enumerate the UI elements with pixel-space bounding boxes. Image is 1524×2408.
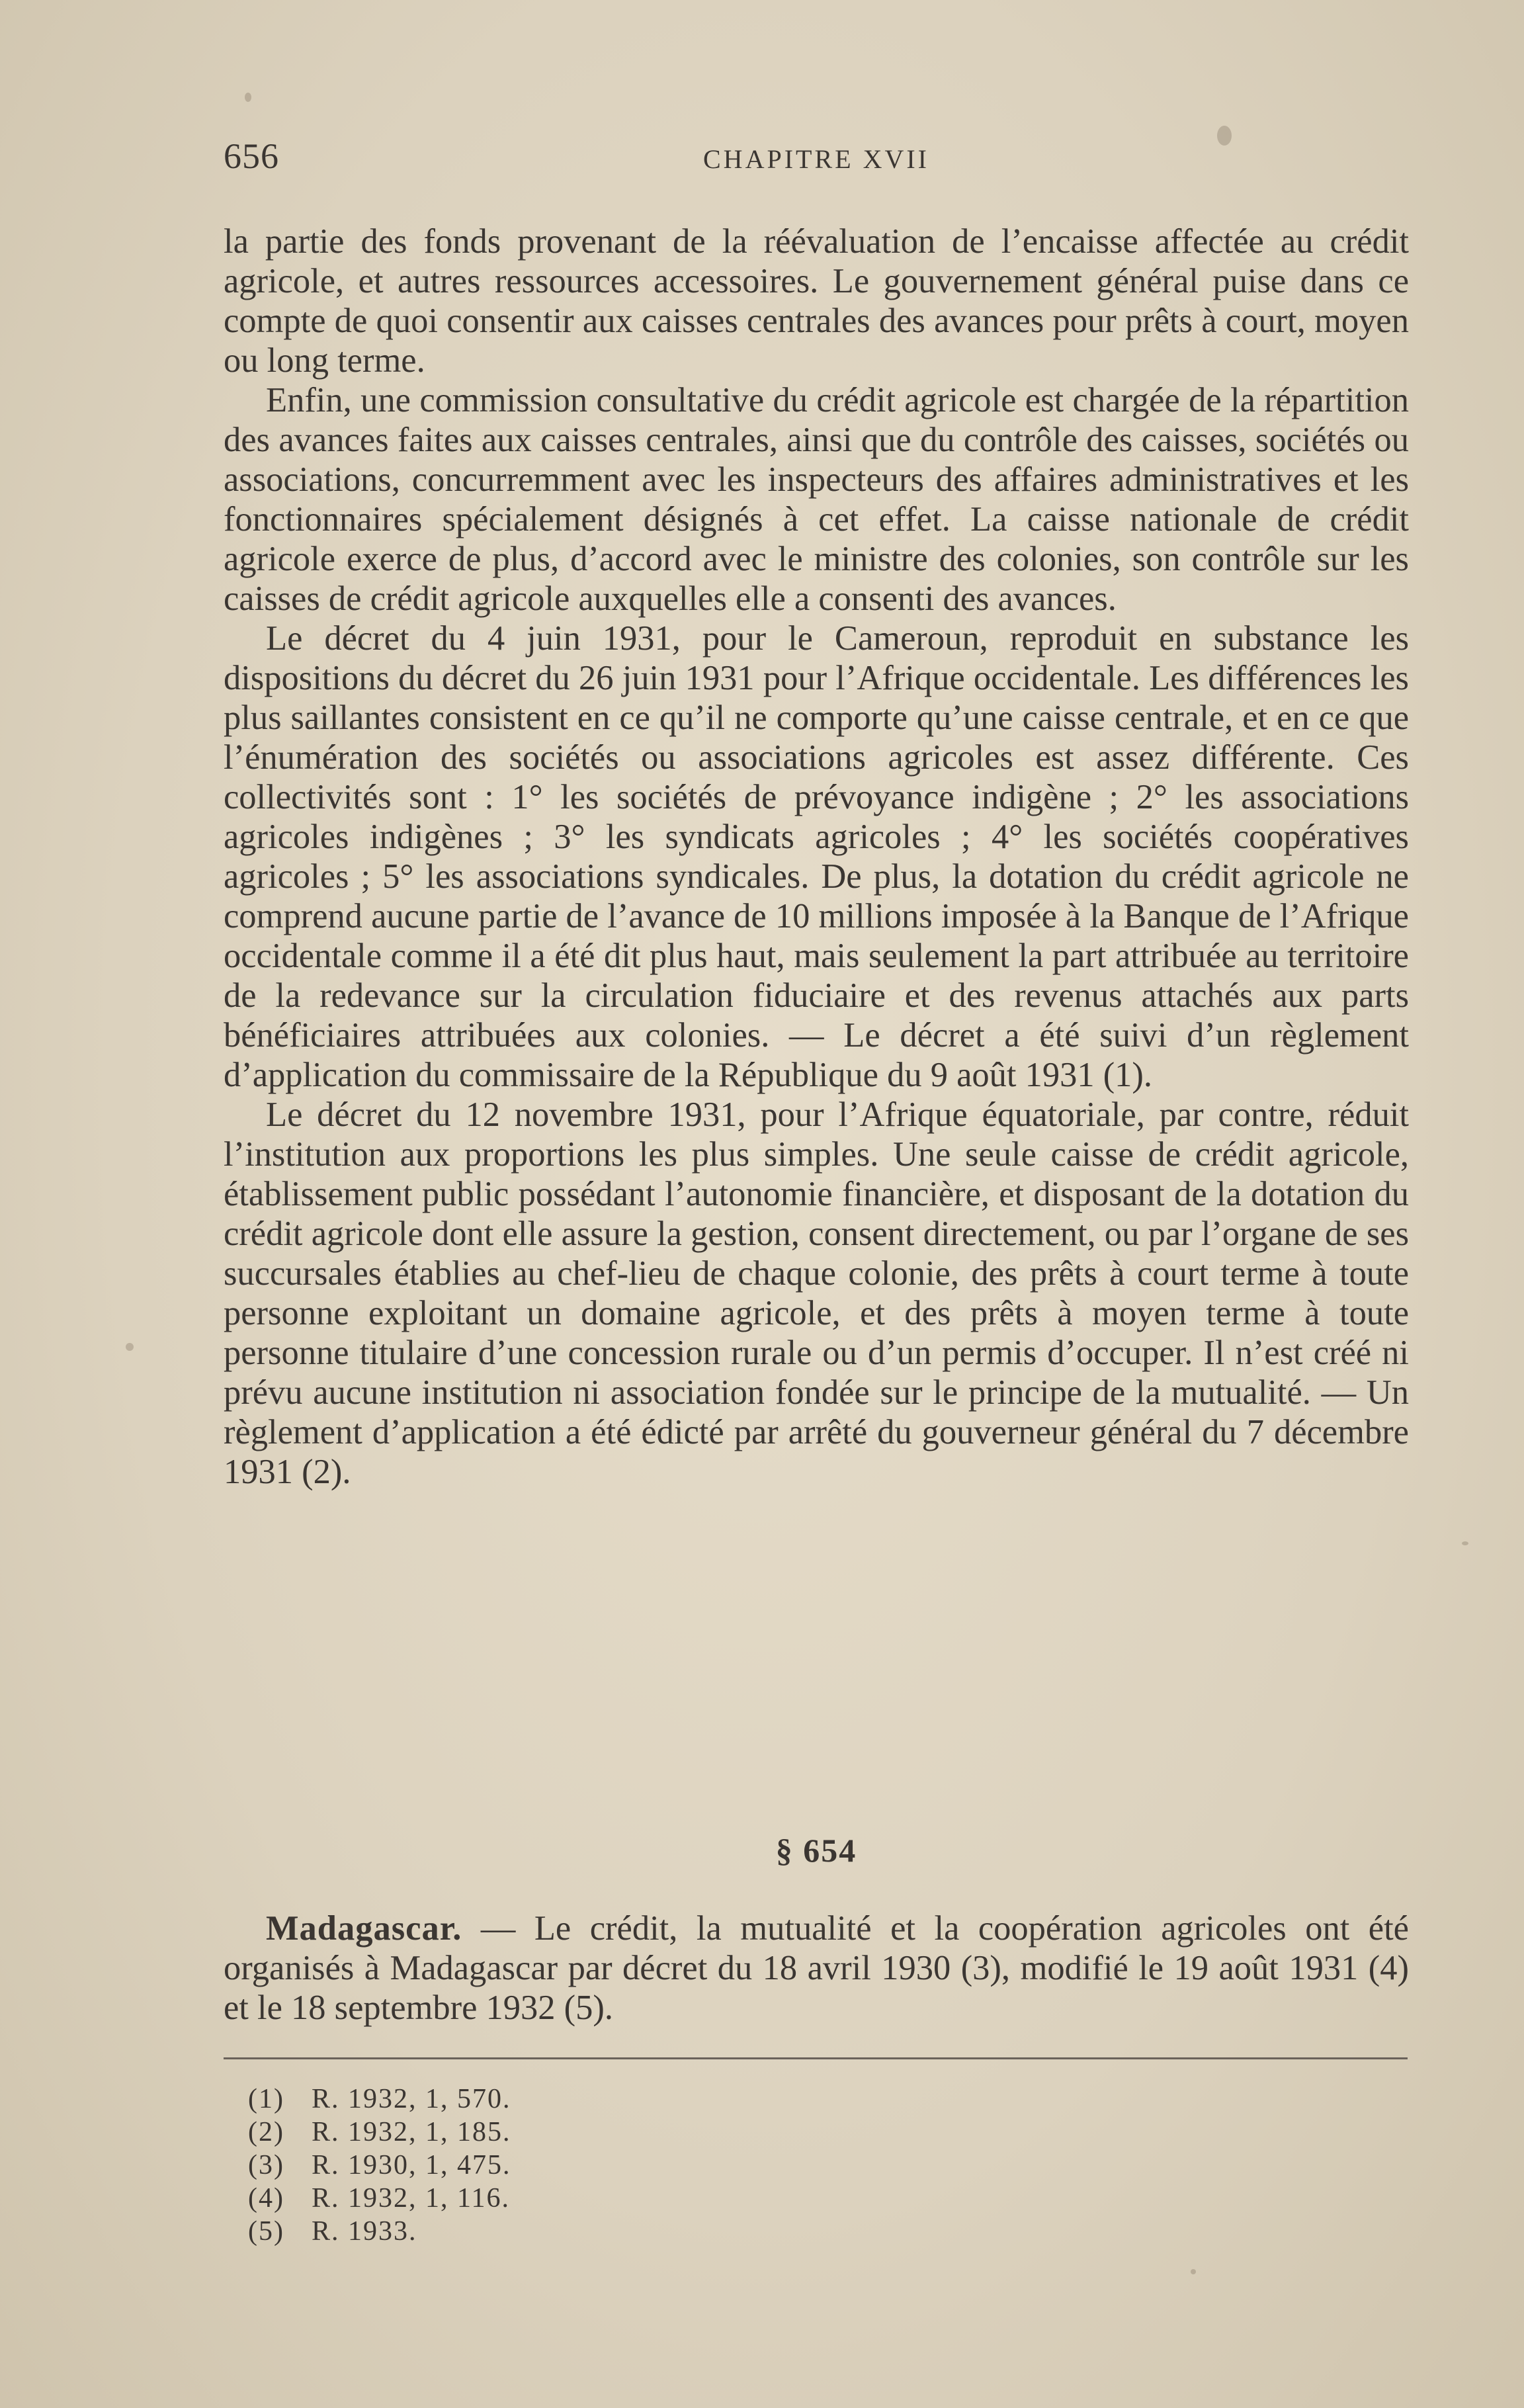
footnote bbox=[248, 2149, 910, 2182]
footnote-mark: (3) bbox=[248, 2150, 284, 2180]
chapter-title: CHAPITRE XVII bbox=[703, 144, 929, 174]
footnote-text: R. 1932, 1, 185. bbox=[312, 2117, 511, 2147]
footnote bbox=[248, 2215, 910, 2248]
paragraph: la partie des fonds provenant de la réévaluation de l’encaisse affectée au crédit agricole, et autres ressources accessoires. Le gouvernement général puise dans ce compte de quoi consentir aux caisses centrales des avances pour prêts à court, moyen ou long terme. bbox=[224, 222, 1409, 380]
footnote-mark: (5) bbox=[248, 2216, 284, 2247]
footnote-text: R. 1930, 1, 475. bbox=[312, 2150, 511, 2180]
footnotes bbox=[248, 2083, 910, 2248]
page-number: 656 bbox=[224, 136, 279, 176]
paragraph: Le décret du 4 juin 1931, pour le Cameroun, reproduit en substance les dispositions du décret du 26 juin 1931 pour l’Afrique occidentale. Les différences les plus saillantes consistent en ce qu’il ne comporte qu’une caisse centrale, et en ce que l’énumération des sociétés ou associations agricoles est assez différente. Ces collectivités sont : 1° les sociétés de prévoyance indigène ; 2° les associations agricoles indigènes ; 3° les syndicats agricoles ; 4° les sociétés coopératives agricoles ; 5° les associations syndicales. De plus, la dotation du crédit agricole ne comprend aucune partie de l’avance de 10 millions imposée à la Banque de l’Afrique occidentale comme il a été dit plus haut, mais seulement la part attribuée au territoire de la redevance sur la circulation fiduciaire et des revenus attachés aux parts bénéficiaires attribuées aux colonies. — Le décret a été suivi d’un règlement d’application du commissaire de la République du 9 août 1931 (1). bbox=[224, 619, 1409, 1094]
paragraph: Le décret du 12 novembre 1931, pour l’Afrique équatoriale, par contre, réduit l’institution aux proportions les plus simples. Une seule caisse de crédit agricole, établissement public possédant l’autonomie financière, et disposant de la dotation du crédit agricole dont elle assure la gestion, consent directement, ou par l’organe de ses succursales établies au chef-lieu de chaque colonie, des prêts à court terme à toute personne exploitant un domaine agricole, et des prêts à moyen terme à toute personne titulaire d’une concession rurale ou d’un permis d’occuper. Il n’est créé ni prévu aucune institution ni association fondée sur le principe de la mutualité. — Un règlement d’application a été édicté par arrêté du gouverneur général du 7 décembre 1931 (2). bbox=[224, 1096, 1409, 1491]
footnote-mark: (1) bbox=[248, 2084, 284, 2114]
paper-speck bbox=[126, 1343, 134, 1351]
section-text bbox=[224, 1909, 1409, 2028]
footnote-mark: (4) bbox=[248, 2183, 284, 2214]
paper-speck bbox=[1191, 2269, 1196, 2274]
footnote bbox=[248, 2083, 910, 2116]
main-text bbox=[224, 222, 1409, 1492]
footnote bbox=[248, 2182, 910, 2215]
paper-speck bbox=[1217, 126, 1232, 146]
paragraph: Enfin, une commission consultative du crédit agricole est chargée de la répartition des avances faites aux caisses centrales, ainsi que du contrôle des caisses, sociétés ou associations, concurremment avec les inspecteurs des affaires administratives et les fonctionnaires spécialement désignés à cet effet. La caisse nationale de crédit agricole exerce de plus, d’accord avec le ministre des colonies, son contrôle sur les caisses de crédit agricole auxquelles elle a consenti des avances. bbox=[224, 381, 1409, 618]
running-head bbox=[224, 136, 1409, 189]
section-heading: § 654 bbox=[775, 1832, 857, 1869]
paragraph-body: — Le crédit, la mutualité et la coopération agricoles ont été organisés à Madagascar par décret du 18 avril 1930 (3), modifié le 19 août 1931 (4) et le 18 septembre 1932 (5). bbox=[224, 1909, 1409, 2027]
footnote bbox=[248, 2116, 910, 2149]
footnote-text: R. 1932, 1, 570. bbox=[312, 2084, 511, 2114]
footnote-mark: (2) bbox=[248, 2117, 284, 2147]
lead-term: Madagascar. bbox=[266, 1909, 462, 1948]
footnote-rule bbox=[224, 2057, 1408, 2059]
paragraph bbox=[224, 1909, 1409, 2028]
footnote-text: R. 1932, 1, 116. bbox=[312, 2183, 510, 2214]
paper-speck bbox=[245, 93, 251, 102]
paper-speck bbox=[1462, 1541, 1468, 1545]
footnote-text: R. 1933. bbox=[312, 2216, 417, 2247]
